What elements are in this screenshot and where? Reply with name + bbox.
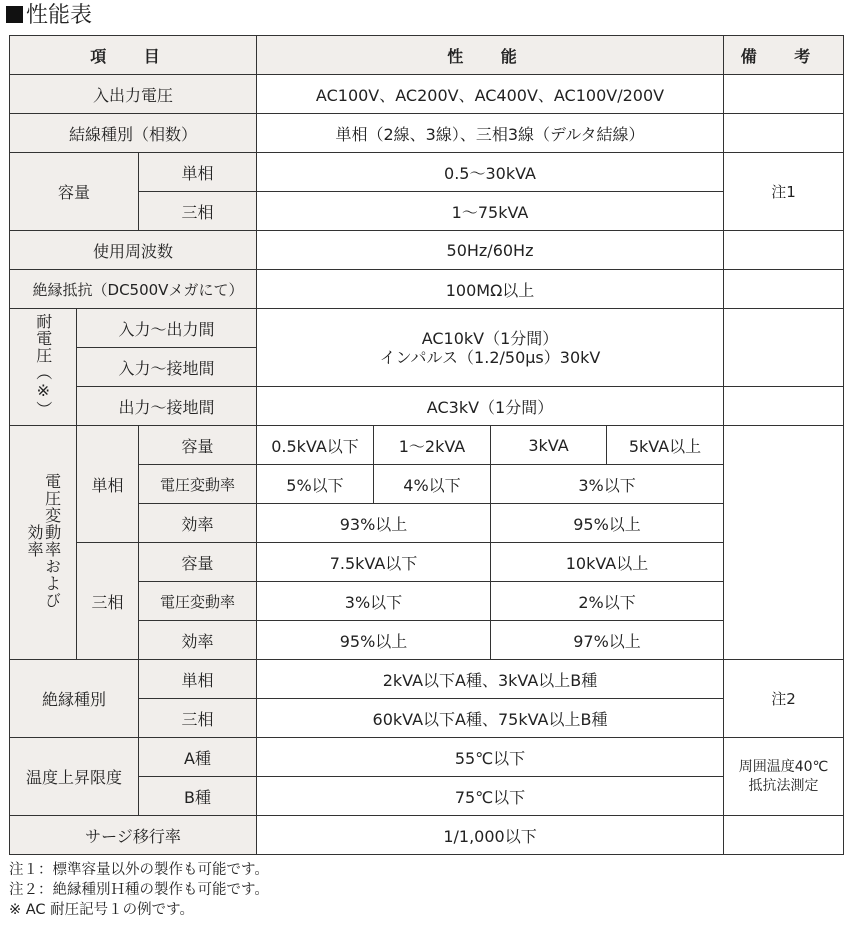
single-regulation-label: 電圧変動率 bbox=[139, 465, 257, 504]
footnote-2: 注２：絶縁種別Ｈ種の製作も可能です。 bbox=[9, 882, 269, 898]
insulation-resistance-value: 100MΩ以上 bbox=[257, 270, 724, 309]
insulation-resistance-label: 絶縁抵抗（DC500Vメガにて） bbox=[10, 270, 257, 309]
three-regulation-label: 電圧変動率 bbox=[139, 582, 257, 621]
efficiency-label-text: 電圧変動率および効率 bbox=[25, 472, 62, 609]
io-voltage-label: 入出力電圧 bbox=[10, 75, 257, 114]
insulation-class-three-value: 60kVA以下A種、75kVA以上B種 bbox=[257, 699, 724, 738]
table-row bbox=[10, 816, 844, 855]
wiring-label: 結線種別（相数） bbox=[10, 114, 257, 153]
insulation-class-label: 絶縁種別 bbox=[10, 660, 139, 738]
table-row bbox=[10, 426, 844, 465]
single-regulation-1: 5%以下 bbox=[257, 465, 374, 504]
capacity-single-value: 0.5～30kVA bbox=[257, 153, 724, 192]
insulation-class-note: 注2 bbox=[724, 660, 844, 738]
capacity-single-label: 単相 bbox=[139, 153, 257, 192]
single-regulation-2: 4%以下 bbox=[374, 465, 491, 504]
page-title-text: 性能表 bbox=[26, 3, 93, 28]
withstand-out-remark bbox=[724, 387, 844, 426]
withstand-label-text: 耐電圧（※） bbox=[33, 312, 53, 418]
capacity-three-label: 三相 bbox=[139, 192, 257, 231]
wiring-value: 単相（2線、3線）、三相3線（デルタ結線） bbox=[257, 114, 724, 153]
three-regulation-1: 3%以下 bbox=[257, 582, 491, 621]
capacity-three-value: 1～75kVA bbox=[257, 192, 724, 231]
three-efficiency-1: 95%以上 bbox=[257, 621, 491, 660]
withstand-value-line2: インパルス（1.2/50μs）30kV bbox=[379, 347, 601, 367]
io-voltage-remark bbox=[724, 75, 844, 114]
three-capacity-1: 7.5kVA以下 bbox=[257, 543, 491, 582]
temperature-a-value: 55℃以下 bbox=[257, 738, 724, 777]
three-regulation-2: 2%以下 bbox=[491, 582, 724, 621]
single-capacity-3: 3kVA bbox=[491, 426, 607, 465]
efficiency-label bbox=[10, 426, 77, 660]
temperature-note bbox=[724, 738, 844, 816]
efficiency-single-label: 単相 bbox=[77, 426, 139, 543]
footnote-1: 注１：標準容量以外の製作も可能です。 bbox=[9, 862, 269, 878]
insulation-class-three-label: 三相 bbox=[139, 699, 257, 738]
insulation-class-single-label: 単相 bbox=[139, 660, 257, 699]
performance-table bbox=[9, 35, 844, 855]
table-header-row bbox=[10, 36, 844, 75]
capacity-note: 注1 bbox=[724, 153, 844, 231]
table-row bbox=[10, 387, 844, 426]
efficiency-remark bbox=[724, 426, 844, 660]
three-efficiency-label: 効率 bbox=[139, 621, 257, 660]
io-voltage-value: AC100V、AC200V、AC400V、AC100V/200V bbox=[257, 75, 724, 114]
table-row bbox=[10, 270, 844, 309]
wiring-remark bbox=[724, 114, 844, 153]
table-row bbox=[10, 231, 844, 270]
insulation-resistance-remark bbox=[724, 270, 844, 309]
capacity-label: 容量 bbox=[10, 153, 139, 231]
efficiency-three-label: 三相 bbox=[77, 543, 139, 660]
temperature-b-value: 75℃以下 bbox=[257, 777, 724, 816]
withstand-in-out-label: 入力～出力間 bbox=[77, 309, 257, 348]
insulation-class-single-value: 2kVA以下A種、3kVA以上B種 bbox=[257, 660, 724, 699]
single-capacity-2: 1～2kVA bbox=[374, 426, 491, 465]
single-capacity-label: 容量 bbox=[139, 426, 257, 465]
table-row bbox=[10, 738, 844, 777]
withstand-remark bbox=[724, 309, 844, 387]
table-row bbox=[10, 543, 844, 582]
withstand-label bbox=[10, 309, 77, 426]
withstand-out-value: AC3kV（1分間） bbox=[257, 387, 724, 426]
table-row bbox=[10, 75, 844, 114]
frequency-label: 使用周波数 bbox=[10, 231, 257, 270]
three-capacity-2: 10kVA以上 bbox=[491, 543, 724, 582]
header-item: 項 目 bbox=[10, 36, 257, 75]
withstand-in-ground-label: 入力～接地間 bbox=[77, 348, 257, 387]
single-efficiency-2: 95%以上 bbox=[491, 504, 724, 543]
frequency-value: 50Hz/60Hz bbox=[257, 231, 724, 270]
temperature-label: 温度上昇限度 bbox=[10, 738, 139, 816]
withstand-value-line1: AC10kV（1分間） bbox=[421, 328, 559, 348]
single-regulation-3: 3%以下 bbox=[491, 465, 724, 504]
temperature-note-line1: 周囲温度40℃ bbox=[738, 758, 829, 775]
square-bullet-icon bbox=[6, 6, 23, 23]
withstand-out-ground-label: 出力～接地間 bbox=[77, 387, 257, 426]
footnotes bbox=[9, 860, 269, 920]
three-capacity-label: 容量 bbox=[139, 543, 257, 582]
table-row bbox=[10, 309, 844, 348]
footnote-3: ※ AC 耐圧記号１の例です。 bbox=[9, 902, 194, 918]
three-efficiency-2: 97%以上 bbox=[491, 621, 724, 660]
table-row bbox=[10, 660, 844, 699]
header-remarks: 備 考 bbox=[724, 36, 844, 75]
single-efficiency-label: 効率 bbox=[139, 504, 257, 543]
surge-value: 1/1,000以下 bbox=[257, 816, 724, 855]
temperature-b-label: B種 bbox=[139, 777, 257, 816]
page-title bbox=[6, 2, 92, 30]
surge-remark bbox=[724, 816, 844, 855]
temperature-note-line2: 抵抗法測定 bbox=[748, 777, 819, 794]
table-row bbox=[10, 114, 844, 153]
single-efficiency-1: 93%以上 bbox=[257, 504, 491, 543]
surge-label: サージ移行率 bbox=[10, 816, 257, 855]
table-row bbox=[10, 153, 844, 192]
frequency-remark bbox=[724, 231, 844, 270]
single-capacity-4: 5kVA以上 bbox=[607, 426, 724, 465]
withstand-value bbox=[257, 309, 724, 387]
temperature-a-label: A種 bbox=[139, 738, 257, 777]
single-capacity-1: 0.5kVA以下 bbox=[257, 426, 374, 465]
header-performance: 性 能 bbox=[257, 36, 724, 75]
